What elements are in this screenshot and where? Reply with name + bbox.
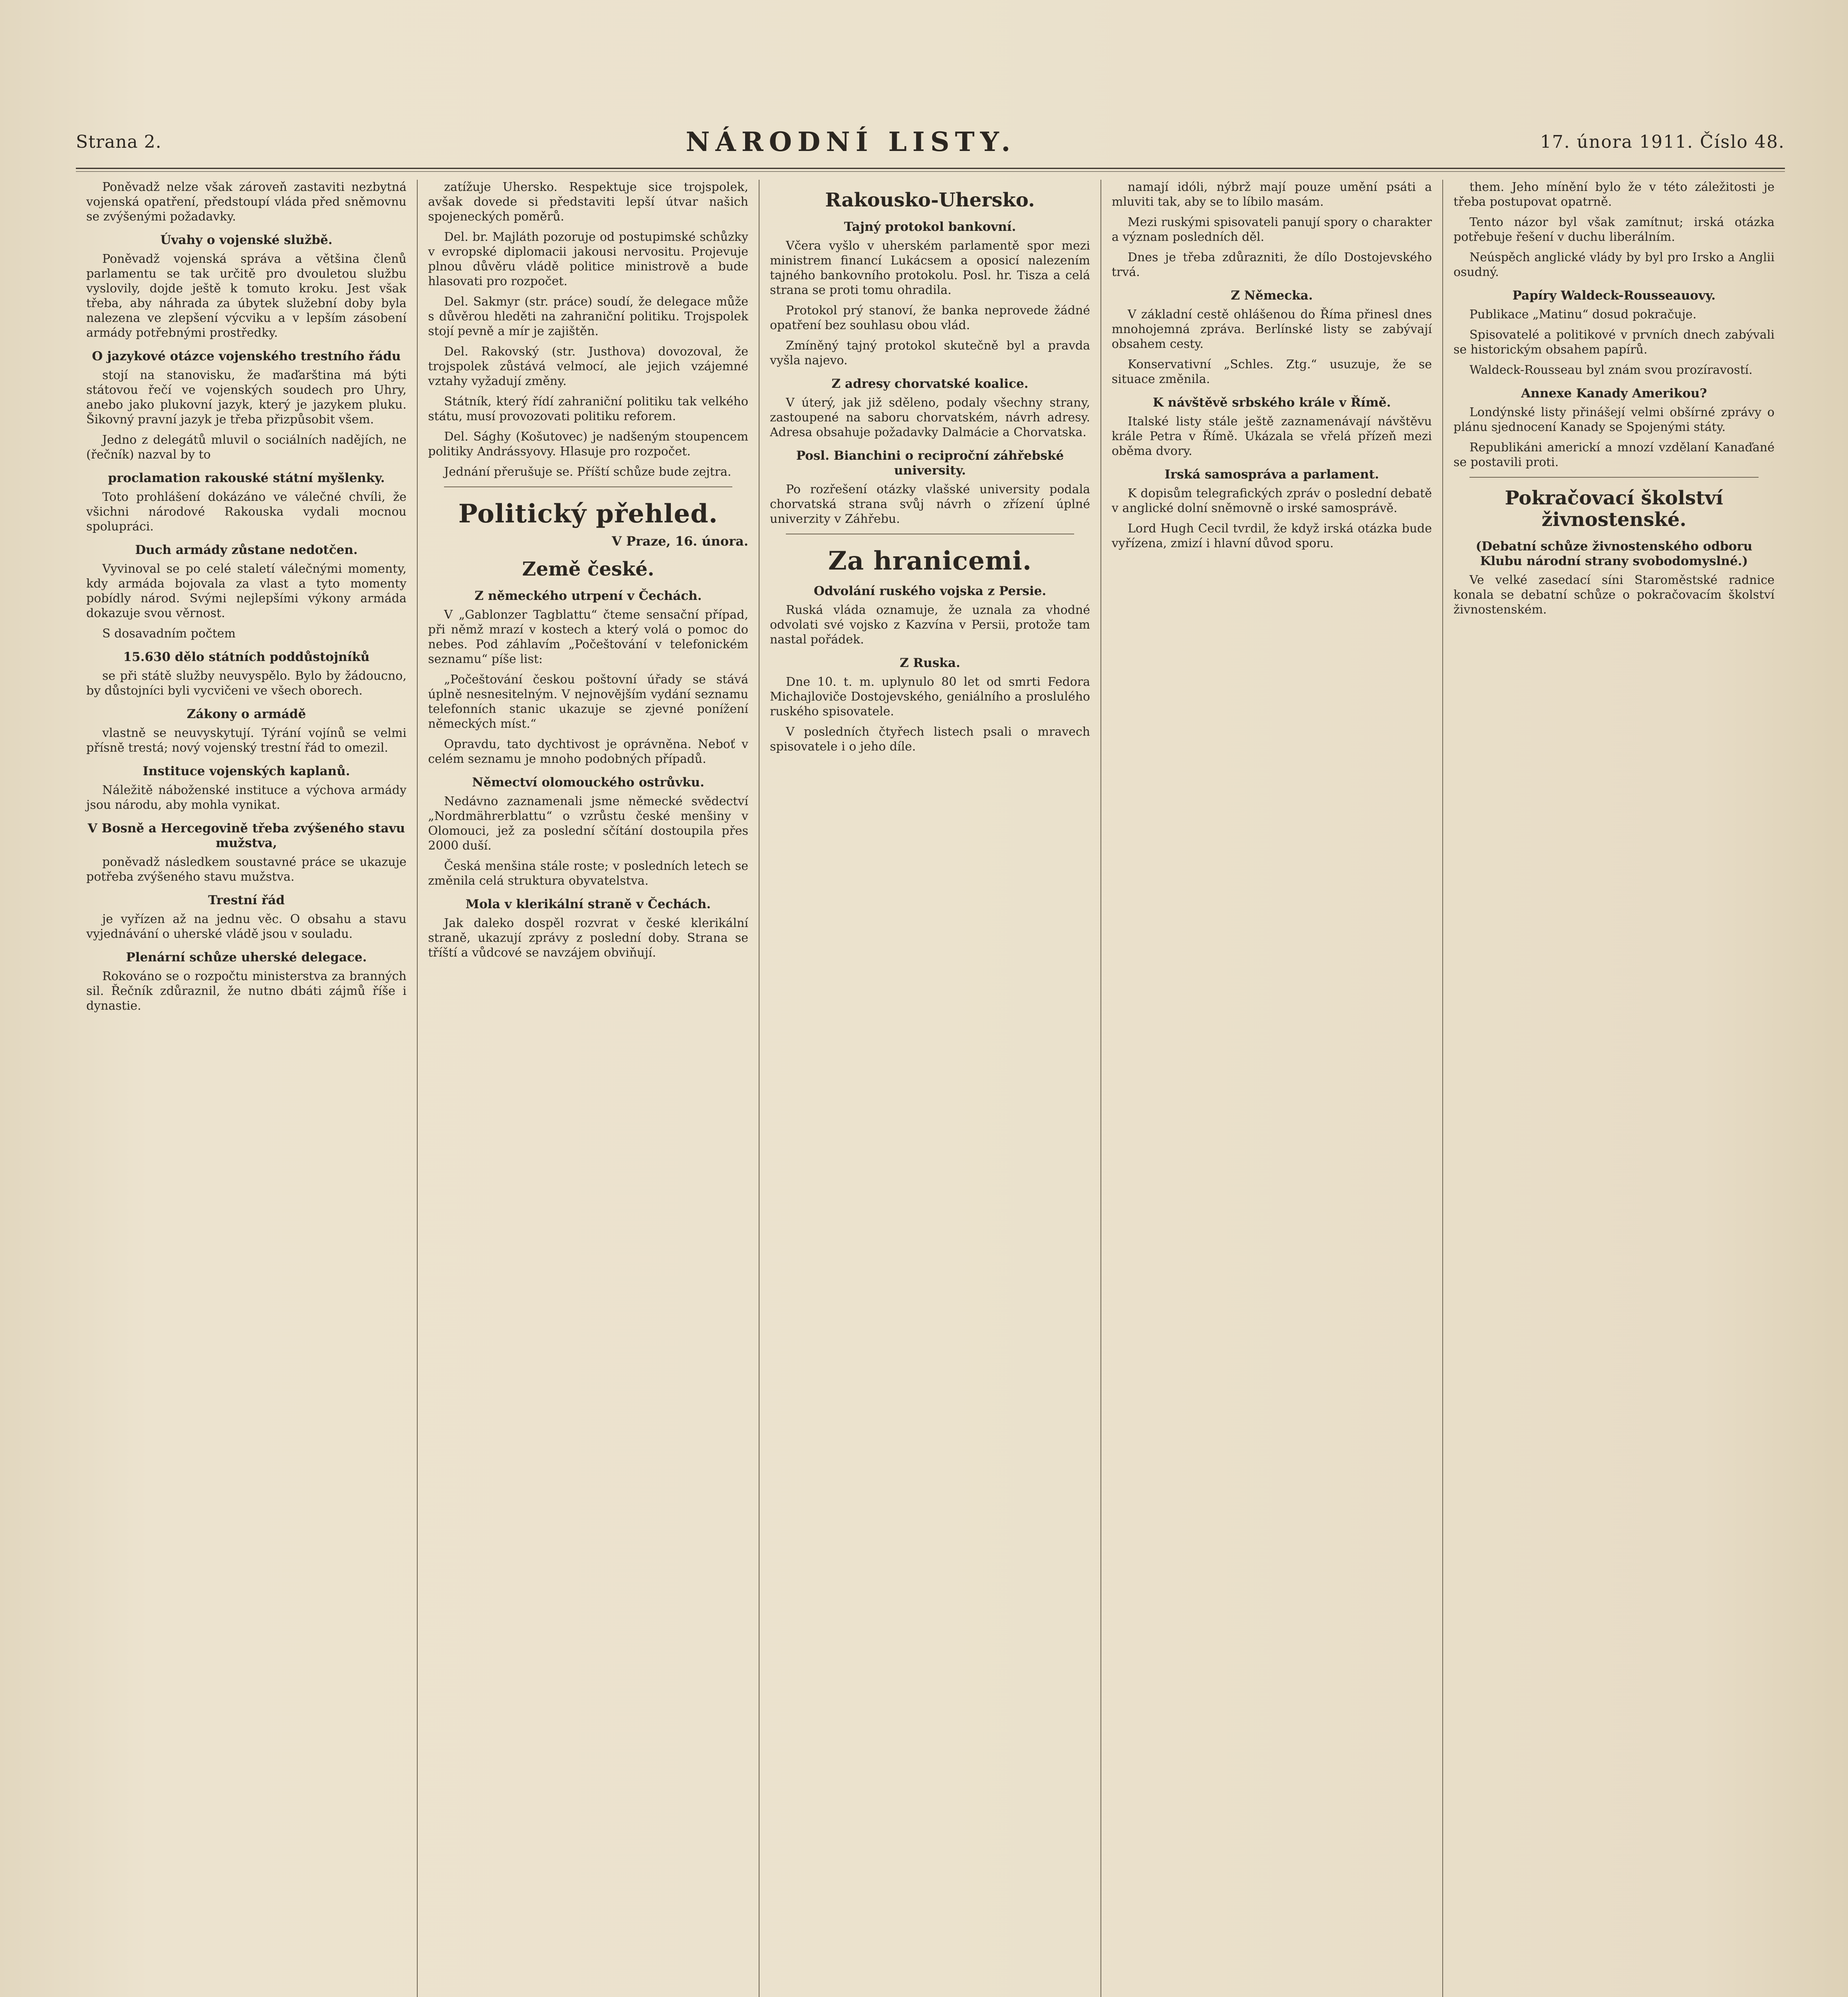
paragraph: V úterý, jak již sděleno, podaly všechny strany, zastoupené na saboru chorvatském, návrh adresy. Adresa obsahuje požadavky Dalmácie a Chorvatska.	[770, 396, 1090, 439]
paragraph: Ruská vláda oznamuje, že uznala za vhodné odvolati své vojsko z Kazvína v Persii, protože tam nastal pořádek.	[770, 603, 1090, 647]
subheading: Z Ruska.	[900, 656, 960, 670]
paragraph: Neúspěch anglické vlády by byl pro Irsko a Anglii osudný.	[1453, 250, 1775, 279]
paragraph: namají idóli, nýbrž mají pouze umění psáti a mluviti tak, aby se to líbilo masám.	[1112, 180, 1432, 209]
columns	[76, 180, 1785, 1997]
subheading: K návštěvě srbského krále v Římě.	[1152, 395, 1391, 410]
paragraph: Poněvadž nelze však zároveň zastaviti nezbytná vojenská opatření, předstoupí vláda před sněmovnu se zvýšenými požadavky.	[86, 180, 406, 224]
subheading: Instituce vojenských kaplanů.	[143, 764, 350, 778]
paragraph: stojí na stanovisku, že maďarština má býti státovou řečí ve vojenských soudech pro Uhry, anebo jako plukovní jazyk, který je jazykem pluku. Šikovný pravní jazyk je třeba přizpůsobit všem.	[86, 368, 406, 427]
issue-date: 17. února 1911. Číslo 48.	[1540, 131, 1785, 152]
paragraph: Česká menšina stále roste; v posledních letech se změnila celá struktura obyvatelstva.	[428, 859, 748, 888]
paragraph: Del. Sághy (Košutovec) je nadšeným stoupencem politiky Andrássyovy. Hlasuje pro rozpočet.	[428, 430, 748, 459]
subheading: Z Německa.	[1231, 288, 1313, 303]
paragraph: Dne 10. t. m. uplynulo 80 let od smrti Fedora Michajloviče Dostojevského, geniálního a proslulého ruského spisovatele.	[770, 675, 1090, 719]
paragraph: Del. Rakovský (str. Justhova) dovozoval, že trojspolek zůstává velmocí, ale jejich vzájemné vztahy vyžadují změny.	[428, 345, 748, 388]
column-4	[1101, 180, 1443, 1997]
subheading: Duch armády zůstane nedotčen.	[135, 543, 358, 557]
paragraph: V posledních čtyřech listech psali o mravech spisovatele i o jeho díle.	[770, 725, 1090, 754]
paragraph: se při státě služby neuvyspělo. Bylo by žádoucno, by důstojníci byli vycvičeni ve všech oborech.	[86, 669, 406, 698]
paragraph: Státník, který řídí zahraniční politiku tak velkého státu, musí provozovati politiku reforem.	[428, 395, 748, 423]
paragraph: Waldeck-Rousseau byl znám svou prozíravostí.	[1469, 363, 1753, 377]
paragraph: Spisovatelé a politikové v prvních dnech zabývali se historickým obsahem papírů.	[1453, 328, 1775, 357]
subheading: Zákony o armádě	[186, 707, 306, 721]
subheading: Posl. Bianchini o reciproční záhřebské university.	[796, 449, 1064, 478]
paragraph: Po rozřešení otázky vlašské university podala chorvatská strana svůj návrh o zřízení úplné univerzity v Záhřebu.	[770, 482, 1090, 526]
header-rule	[76, 168, 1785, 172]
paragraph: Dnes je třeba zdůrazniti, že dílo Dostojevského trvá.	[1112, 250, 1432, 279]
paragraph: Vyvinoval se po celé staletí válečnými momenty, kdy armáda bojovala za vlast a tyto momenty pobídly národ. Svými nejlepšími výkony armáda dokazuje svou věrnost.	[86, 562, 406, 620]
subheading: Z adresy chorvatské koalice.	[831, 377, 1029, 391]
paragraph: V „Gablonzer Tagblattu“ čteme sensační případ, při němž mrazí v kostech a který volá o pomoc do nebes. Pod záhlavím „Počeštování v telefonickém seznamu“ píše list:	[428, 608, 748, 666]
subheading: (Debatní schůze živnostenského odboru Klubu národní strany svobodomyslné.)	[1475, 539, 1753, 568]
subheading: O jazykové otázce vojenského trestního řádu	[92, 349, 401, 363]
paragraph: Poněvadž vojenská správa a většina členů parlamentu se tak určitě pro dvouletou službu vyslovily, dojde ještě k tomuto kroku. Jest však třeba, aby náhrada za úbytek služební doby byla nalezena ve zlepšení výcviku a v lepším zásobení armády potřebnými prostředky.	[86, 252, 406, 340]
subheading: Z německého utrpení v Čechách.	[474, 589, 702, 603]
paragraph: Jedno z delegátů mluvil o sociálních nadějích, ne (řečník) nazval by to	[86, 433, 406, 462]
column-5	[1443, 180, 1785, 1997]
section-divider	[444, 486, 732, 487]
section-heading: Za hranicemi.	[828, 546, 1032, 576]
paragraph: Jednání přerušuje se. Příští schůze bude zejtra.	[444, 465, 732, 479]
column-2	[418, 180, 759, 1997]
subheading: Irská samospráva a parlament.	[1164, 467, 1379, 482]
paragraph: Publikace „Matinu“ dosud pokračuje.	[1469, 308, 1697, 322]
paragraph: Ve velké zasedací síni Staroměstské radnice konala se debatní schůze o pokračovacím školství živnostenském.	[1453, 573, 1775, 617]
newspaper-title: NÁRODNÍ LISTY.	[686, 126, 1016, 157]
subheading: Trestní řád	[208, 893, 285, 907]
section-heading: Pokračovací školství živnostenské.	[1505, 487, 1723, 531]
paragraph: Del. Sakmyr (str. práce) soudí, že delegace může s důvěrou hleděti na zahraniční politiku. Trojspolek stojí pevně a mír je zajištěn.	[428, 295, 748, 338]
column-3	[759, 180, 1101, 1997]
page-header	[76, 120, 1785, 164]
paragraph: vlastně se neuvyskytují. Týrání vojínů se velmi přísně trestá; nový vojenský trestní řád to omezil.	[86, 726, 406, 755]
subheading: Plenární schůze uherské delegace.	[126, 950, 367, 965]
subheading: Odvolání ruského vojska z Persie.	[813, 584, 1047, 598]
subheading: 15.630 dělo státních poddůstojníků	[123, 650, 370, 664]
paragraph: „Počeštování českou poštovní úřady se stává úplně nesnesitelným. V nejnovějším vydání seznamu telefonních stanic ukazuje se zjevné ponížení německých míst.“	[428, 673, 748, 731]
paragraph: Včera vyšlo v uherském parlamentě spor mezi ministrem financí Lukácsem a oposicí nalezením tajného bankovního protokolu. Posl. hr. Tisza a celá strana se proti tomu ohradila.	[770, 239, 1090, 297]
subheading: Němectví olomouckého ostrůvku.	[472, 775, 704, 790]
section-divider	[1469, 477, 1759, 478]
subheading: Tajný protokol bankovní.	[844, 220, 1016, 234]
paragraph: Jak daleko dospěl rozvrat v české klerikální straně, ukazují zprávy z poslední doby. Strana se tříští a vůdcové se navzájem obviňují.	[428, 916, 748, 960]
paragraph: Del. br. Majláth pozoruje od postupimské schůzky v evropské diplomacii jakousi nervositu. Projevuje plnou důvěru vládě politice ministrově a bude hlasovati pro rozpočet.	[428, 230, 748, 288]
paragraph: K dopisům telegrafických zpráv o poslední debatě v anglické dolní sněmovně o irské samosprávě.	[1112, 486, 1432, 515]
paragraph: Protokol prý stanoví, že banka neprovede žádné opatření bez souhlasu obou vlád.	[770, 304, 1090, 332]
column-1	[76, 180, 418, 1997]
paragraph: Rokováno se o rozpočtu ministerstva za branných sil. Řečník zdůraznil, že nutno dbáti zájmů říše i dynastie.	[86, 969, 406, 1013]
paragraph: Republikáni americkí a mnozí vzdělaní Kanaďané se postavili proti.	[1453, 441, 1775, 469]
paragraph: Nedávno zaznamenali jsme německé svědectví „Nordmährerblattu“ o vzrůstu české menšiny v Olomouci, jež za poslední sčítání dostoupila přes 2000 duší.	[428, 794, 748, 853]
paragraph: Italské listy stále ještě zaznamenávají návštěvu krále Petra v Římě. Ukázala se vřelá přízeň mezi oběma dvory.	[1112, 415, 1432, 458]
subheading: Papíry Waldeck-Rousseauovy.	[1512, 288, 1716, 303]
paragraph: Konservativní „Schles. Ztg.“ usuzuje, že se situace změnila.	[1112, 357, 1432, 386]
paragraph: V základní cestě ohlášenou do Říma přinesl dnes mnohojemná zpráva. Berlínské listy se zabývají obsahem cesty.	[1112, 308, 1432, 351]
subheading: proclamation rakouské státní myšlenky.	[108, 471, 385, 485]
page-number: Strana 2.	[76, 131, 162, 152]
section-heading: Politický přehled.	[458, 499, 718, 529]
paragraph: Tento názor byl však zamítnut; irská otázka potřebuje řešení v duchu liberálním.	[1453, 215, 1775, 244]
section-heading: Země české.	[522, 558, 654, 580]
paragraph: Mezi ruskými spisovateli panují spory o charakter a význam posledních děl.	[1112, 215, 1432, 244]
paragraph: poněvadž následkem soustavné práce se ukazuje potřeba zvýšeného stavu mužstva.	[86, 855, 406, 884]
dateline: V Praze, 16. února.	[612, 534, 748, 549]
paragraph: Londýnské listy přinášejí velmi obšírné zprávy o plánu sjednocení Kanady se Spojenými státy.	[1453, 405, 1775, 434]
paragraph: S dosavadním počtem	[102, 627, 236, 641]
subheading: Mola v klerikální straně v Čechách.	[465, 897, 711, 911]
paragraph: Náležitě náboženské instituce a výchova armády jsou národu, aby mohla vynikat.	[86, 783, 406, 812]
paragraph: Zmíněný tajný protokol skutečně byl a pravda vyšla najevo.	[770, 339, 1090, 367]
subheading: Úvahy o vojenské službě.	[160, 233, 333, 247]
paragraph: Lord Hugh Cecil tvrdil, že když irská otázka bude vyřízena, zmizí i hlavní důvod sporu.	[1112, 522, 1432, 550]
paragraph: Toto prohlášení dokázáno ve válečné chvíli, že všichni národové Rakouska vydali mocnou spolupráci.	[86, 490, 406, 534]
section-heading: Rakousko-Uhersko.	[825, 189, 1035, 211]
subheading: Annexe Kanady Amerikou?	[1521, 386, 1707, 401]
subheading: V Bosně a Hercegovině třeba zvýšeného stavu mužstva,	[87, 821, 405, 850]
paragraph: them. Jeho mínění bylo že v této záležitosti je třeba postupovat opatrně.	[1453, 180, 1775, 209]
paragraph: je vyřízen až na jednu věc. O obsahu a stavu vyjednávání o uherské vládě jsou v souladu.	[86, 912, 406, 941]
paragraph: zatížuje Uhersko. Respektuje sice trojspolek, avšak dovede si představiti lepší útvar našich spojeneckých poměrů.	[428, 180, 748, 224]
paragraph: Opravdu, tato dychtivost je oprávněna. Neboť v celém seznamu je mnoho podobných případů.	[428, 737, 748, 766]
